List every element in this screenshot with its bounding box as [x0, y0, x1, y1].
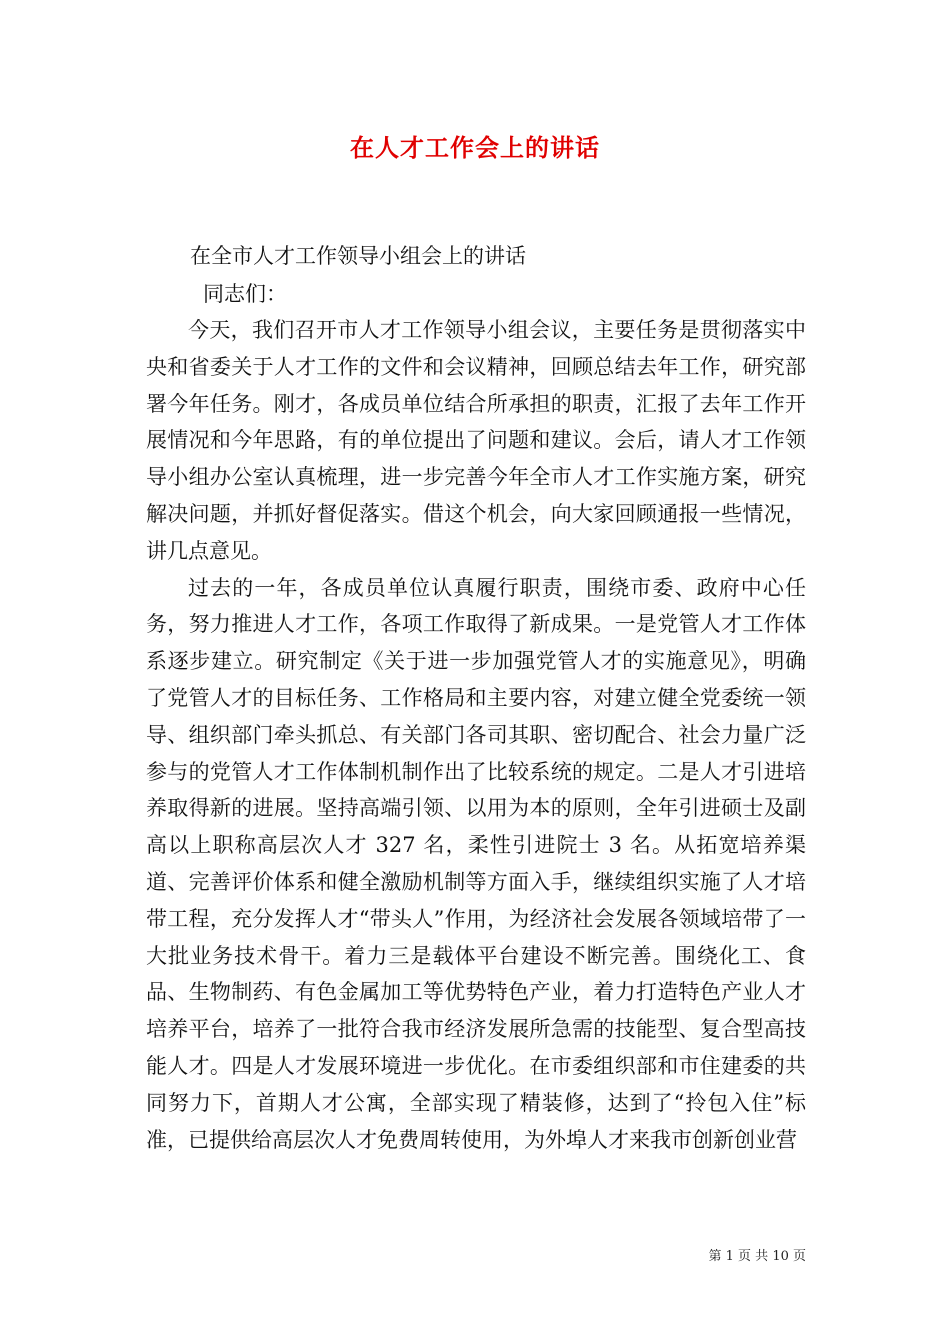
document-title: 在人才工作会上的讲话: [350, 133, 600, 162]
page-number: 第 1 页 共 10 页: [708, 1249, 806, 1264]
body-text: [146, 312, 806, 1158]
greeting-line: 同志们：: [203, 282, 287, 306]
paragraph: 今天，我们召开市人才工作领导小组会议，主要任务是贯彻落实中央和省委关于人才工作的文件和会议精神，回顾总结去年工作，研究部署今年任务。刚才，各成员单位结合所承担的职责，汇报了去年工作开展情况和今年思路，有的单位提出了问题和建议。会后，请人才工作领导小组办公室认真梳理，进一步完善今年全市人才工作实施方案，研究解决问题，并抓好督促落实。借这个机会，向大家回顾通报一些情况，讲几点意见。: [146, 318, 806, 563]
document-subtitle: 在全市人才工作领导小组会上的讲话: [190, 244, 526, 268]
paragraph: 过去的一年，各成员单位认真履行职责，围绕市委、政府中心任务，努力推进人才工作，各项工作取得了新成果。一是党管人才工作体系逐步建立。研究制定《关于进一步加强党管人才的实施意见》，明确了党管人才的目标任务、工作格局和主要内容，对建立健全党委统一领导、组织部门牵头抓总、有关部门各司其职、密切配合、社会力量广泛参与的党管人才工作体制机制作出了比较系统的规定。二是人才引进培养取得新的进展。坚持高端引领、以用为本的原则，全年引进硕士及副高以上职称高层次人才 327 名，柔性引进院士 3 名。从拓宽培养渠道、完善评价体系和健全激励机制等方面入手，继续组织实施了人才培带工程，充分发挥人才“带头人”作用，为经济社会发展各领域培带了一大批业务技术骨干。着力三是载体平台建设不断完善。围绕化工、食品、生物制药、有色金属加工等优势特色产业，着力打造特色产业人才培养平台，培养了一批符合我市经济发展所急需的技能型、复合型高技能人才。四是人才发展环境进一步优化。在市委组织部和市住建委的共同努力下，首期人才公寓，全部实现了精装修，达到了“拎包入住”标准，已提供给高层次人才免费周转使用，为外埠人才来我市创新创业营: [146, 575, 806, 1152]
